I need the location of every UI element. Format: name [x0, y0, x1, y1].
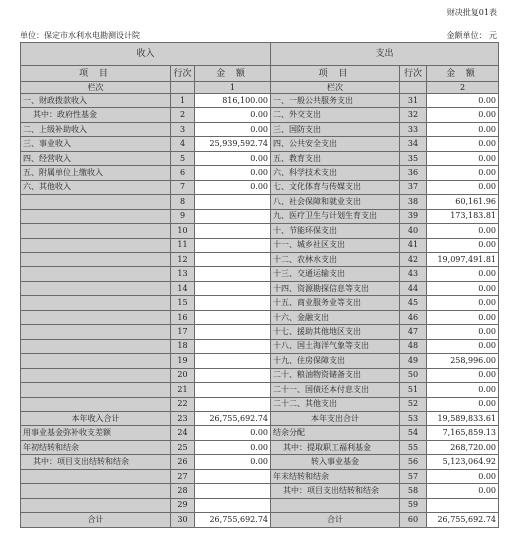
income-amount: [195, 368, 271, 382]
table-row: [21, 513, 499, 528]
income-amount: [195, 238, 271, 252]
expense-item: 四、公共安全支出: [271, 137, 400, 151]
income-item: 年初结转和结余: [21, 440, 171, 454]
income-item: 其中：政府性基金: [21, 108, 171, 122]
income-amount: [195, 224, 271, 238]
income-line-no: 19: [171, 354, 195, 368]
expense-line-no: 35: [400, 151, 427, 165]
table-row: [21, 267, 499, 281]
expense-item: 本年支出合计: [271, 411, 400, 425]
expense-item: 一、一般公共服务支出: [271, 94, 400, 108]
income-amount: [195, 339, 271, 353]
expense-line-no: 37: [400, 180, 427, 194]
income-amount: [195, 354, 271, 368]
expense-line-no: 41: [400, 238, 427, 252]
income-amount: 816,100.00: [195, 94, 271, 108]
expense-amount: 0.00: [427, 108, 499, 122]
income-item: [21, 339, 171, 353]
table-row: [21, 137, 499, 151]
income-line-no: 17: [171, 325, 195, 339]
table-row: [21, 339, 499, 353]
income-line-no: 20: [171, 368, 195, 382]
expense-item: 十六、金融支出: [271, 310, 400, 324]
expense-item: 二、外交支出: [271, 108, 400, 122]
income-item: [21, 354, 171, 368]
income-item: 四、经营收入: [21, 151, 171, 165]
expense-item: 十、节能环保支出: [271, 224, 400, 238]
table-row: [21, 310, 499, 324]
expense-amount: 0.00: [427, 397, 499, 411]
income-amount: [195, 281, 271, 295]
income-column-index-label: 栏次: [21, 82, 171, 94]
income-item: [21, 252, 171, 266]
expense-amount: 0.00: [427, 122, 499, 136]
income-amount: 0.00: [195, 108, 271, 122]
table-row: [21, 94, 499, 108]
table-row: [21, 455, 499, 469]
income-amount: 0.00: [195, 455, 271, 469]
expense-amount: 0.00: [427, 281, 499, 295]
expense-item: 十七、援助其他地区支出: [271, 325, 400, 339]
income-amount: [195, 195, 271, 209]
income-line-no: 16: [171, 310, 195, 324]
expense-amount: 258,996.00: [427, 354, 499, 368]
income-line-no: 23: [171, 411, 195, 425]
expense-amount: 0.00: [427, 180, 499, 194]
income-line-no: 21: [171, 383, 195, 397]
expense-item: 五、教育支出: [271, 151, 400, 165]
expense-amount: 0.00: [427, 484, 499, 498]
expense-item: 十二、农林水支出: [271, 252, 400, 266]
income-item: [21, 296, 171, 310]
expense-amount: 7,165,859.13: [427, 426, 499, 440]
income-column-index: 1: [195, 82, 271, 94]
expense-line-no: 34: [400, 137, 427, 151]
expense-item: 十四、资源勘探信息等支出: [271, 281, 400, 295]
income-item: [21, 310, 171, 324]
table-row: [21, 224, 499, 238]
expense-amount: 60,161.96: [427, 195, 499, 209]
expense-amount: 0.00: [427, 469, 499, 483]
income-section-header: 收入: [21, 43, 271, 66]
income-item: 二、上级补助收入: [21, 122, 171, 136]
income-amount: [195, 209, 271, 223]
expense-item: 二十、粮油物资储备支出: [271, 368, 400, 382]
income-line-no: 13: [171, 267, 195, 281]
expense-line-no: 52: [400, 397, 427, 411]
income-item: 一、财政拨款收入: [21, 94, 171, 108]
expense-amount: 268,720.00: [427, 440, 499, 454]
expense-line-header: 行次: [400, 66, 427, 82]
table-row: [21, 296, 499, 310]
expense-column-index-label: 栏次: [271, 82, 400, 94]
expense-amount: 0.00: [427, 368, 499, 382]
expense-line-no: 59: [400, 498, 427, 512]
income-line-no: 3: [171, 122, 195, 136]
income-line-no: 26: [171, 455, 195, 469]
table-row: [21, 281, 499, 295]
table-row: [21, 209, 499, 223]
expense-line-no: 43: [400, 267, 427, 281]
table-row: [21, 426, 499, 440]
expense-column-index: 2: [427, 82, 499, 94]
unit-label: 单位：保定市水利水电勘测设计院: [20, 31, 140, 40]
income-line-no: 9: [171, 209, 195, 223]
expense-amount: 0.00: [427, 224, 499, 238]
expense-item: 十三、交通运输支出: [271, 267, 400, 281]
expense-item: 其中：提取职工福利基金: [271, 440, 400, 454]
expense-amount: 0.00: [427, 238, 499, 252]
expense-line-no: 49: [400, 354, 427, 368]
income-line-no: 18: [171, 339, 195, 353]
expense-line-no: 44: [400, 281, 427, 295]
income-line-no: 15: [171, 296, 195, 310]
expense-line-no: 40: [400, 224, 427, 238]
table-row: [21, 383, 499, 397]
expense-line-no: 60: [400, 513, 427, 528]
expense-line-no: 48: [400, 339, 427, 353]
table-row: [21, 108, 499, 122]
expense-amount: 0.00: [427, 339, 499, 353]
income-amount: [195, 484, 271, 498]
table-row: [21, 354, 499, 368]
income-line-no: 30: [171, 513, 195, 528]
income-amount: 0.00: [195, 151, 271, 165]
income-item: [21, 238, 171, 252]
income-line-header: 行次: [171, 66, 195, 82]
income-line-no: 27: [171, 469, 195, 483]
income-item: 其中：项目支出结转和结余: [21, 455, 171, 469]
income-line-no: 2: [171, 108, 195, 122]
income-line-no: 29: [171, 498, 195, 512]
table-row: [21, 440, 499, 454]
expense-amount: 0.00: [427, 383, 499, 397]
income-amount: [195, 267, 271, 281]
income-line-no: 25: [171, 440, 195, 454]
income-line-no: 11: [171, 238, 195, 252]
expense-amount: 0.00: [427, 296, 499, 310]
expense-line-no: 45: [400, 296, 427, 310]
expense-item: 二十二、其他支出: [271, 397, 400, 411]
expense-line-no: 47: [400, 325, 427, 339]
table-row: [21, 238, 499, 252]
income-line-no: 22: [171, 397, 195, 411]
expense-amount: 5,123,064.92: [427, 455, 499, 469]
expense-line-no: 58: [400, 484, 427, 498]
table-row: [21, 498, 499, 512]
expense-line-no: 31: [400, 94, 427, 108]
income-amount: 26,755,692.74: [195, 513, 271, 528]
expense-line-no: 56: [400, 455, 427, 469]
income-amount: 26,755,692.74: [195, 411, 271, 425]
expense-section-header: 支出: [271, 43, 499, 66]
income-item: [21, 469, 171, 483]
income-item: [21, 209, 171, 223]
income-amount: [195, 498, 271, 512]
income-line-no: 7: [171, 180, 195, 194]
income-item: [21, 397, 171, 411]
expense-line-no: 38: [400, 195, 427, 209]
income-line-no: 14: [171, 281, 195, 295]
income-amount: 0.00: [195, 166, 271, 180]
expense-line-no: 53: [400, 411, 427, 425]
income-line-no: 24: [171, 426, 195, 440]
expense-amount: 0.00: [427, 94, 499, 108]
table-row: [21, 469, 499, 483]
income-item: 六、其他收入: [21, 180, 171, 194]
income-amount: [195, 252, 271, 266]
expense-amount: 19,589,833.61: [427, 411, 499, 425]
expense-amount: 0.00: [427, 325, 499, 339]
table-row: [21, 252, 499, 266]
table-row: [21, 195, 499, 209]
table-row: [21, 484, 499, 498]
income-amount: 0.00: [195, 180, 271, 194]
expense-item-header: 项 目: [271, 66, 400, 82]
expense-item: 八、社会保障和就业支出: [271, 195, 400, 209]
expense-line-no: 32: [400, 108, 427, 122]
expense-line-no: 46: [400, 310, 427, 324]
income-line-no: 4: [171, 137, 195, 151]
income-amount: [195, 296, 271, 310]
expense-item: 二十一、国债还本付息支出: [271, 383, 400, 397]
expense-item: 十八、国土海洋气象等支出: [271, 339, 400, 353]
expense-item: 结余分配: [271, 426, 400, 440]
expense-line-no: 42: [400, 252, 427, 266]
table-row: [21, 411, 499, 425]
expense-amount: 0.00: [427, 267, 499, 281]
income-amount-header: 金 额: [195, 66, 271, 82]
income-amount: 0.00: [195, 440, 271, 454]
expense-amount: 0.00: [427, 151, 499, 165]
expense-item: 合计: [271, 513, 400, 528]
table-row: [21, 151, 499, 165]
income-amount: [195, 397, 271, 411]
expense-amount-header: 金 额: [427, 66, 499, 82]
income-amount: [195, 469, 271, 483]
table-row: [21, 397, 499, 411]
expense-amount: 0.00: [427, 137, 499, 151]
expense-item: 六、科学技术支出: [271, 166, 400, 180]
expense-item: [271, 498, 400, 512]
table-row: [21, 325, 499, 339]
income-amount: 0.00: [195, 122, 271, 136]
income-item: 合计: [21, 513, 171, 528]
table-row: [21, 166, 499, 180]
income-item: [21, 484, 171, 498]
expense-line-no: 39: [400, 209, 427, 223]
income-line-no: 1: [171, 94, 195, 108]
income-amount: 25,939,592.74: [195, 137, 271, 151]
income-item: [21, 267, 171, 281]
expense-amount: 19,097,491.81: [427, 252, 499, 266]
income-line-no: 10: [171, 224, 195, 238]
income-item: [21, 195, 171, 209]
income-amount: [195, 310, 271, 324]
expense-amount: 26,755,692.74: [427, 513, 499, 528]
income-item: [21, 368, 171, 382]
expense-line-no: 33: [400, 122, 427, 136]
expense-line-no: 51: [400, 383, 427, 397]
expense-item: 十九、住房保障支出: [271, 354, 400, 368]
expense-item: 十一、城乡社区支出: [271, 238, 400, 252]
expense-line-no: 57: [400, 469, 427, 483]
income-item: 用事业基金弥补收支差额: [21, 426, 171, 440]
income-item: [21, 224, 171, 238]
expense-line-no: 50: [400, 368, 427, 382]
final-account-table: [20, 42, 499, 528]
table-row: [21, 122, 499, 136]
expense-item: 九、医疗卫生与计划生育支出: [271, 209, 400, 223]
expense-amount: 173,183.81: [427, 209, 499, 223]
income-line-no: 5: [171, 151, 195, 165]
income-item: [21, 498, 171, 512]
expense-line-no: 54: [400, 426, 427, 440]
expense-amount: 0.00: [427, 166, 499, 180]
expense-amount: 0.00: [427, 310, 499, 324]
income-item: 五、附属单位上缴收入: [21, 166, 171, 180]
income-line-no: 6: [171, 166, 195, 180]
expense-item: 转入事业基金: [271, 455, 400, 469]
income-item: [21, 281, 171, 295]
expense-line-no: 55: [400, 440, 427, 454]
income-item: 本年收入合计: [21, 411, 171, 425]
expense-item: 三、国防支出: [271, 122, 400, 136]
table-row: [21, 180, 499, 194]
income-line-no: 12: [171, 252, 195, 266]
income-line-no: 28: [171, 484, 195, 498]
expense-item: 十五、商业服务业等支出: [271, 296, 400, 310]
income-amount: 0.00: [195, 426, 271, 440]
expense-item: 其中：项目支出结转和结余: [271, 484, 400, 498]
expense-item: 年末结转和结余: [271, 469, 400, 483]
income-item: [21, 383, 171, 397]
income-item: [21, 325, 171, 339]
expense-item: 七、文化体育与传媒支出: [271, 180, 400, 194]
income-item-header: 项 目: [21, 66, 171, 82]
income-amount: [195, 383, 271, 397]
income-amount: [195, 325, 271, 339]
expense-amount: [427, 498, 499, 512]
income-line-no: 8: [171, 195, 195, 209]
expense-line-no: 36: [400, 166, 427, 180]
table-row: [21, 368, 499, 382]
amount-unit: 金额单位： 元: [446, 31, 497, 40]
form-code: 财决批复01表: [446, 8, 497, 17]
income-item: 三、事业收入: [21, 137, 171, 151]
